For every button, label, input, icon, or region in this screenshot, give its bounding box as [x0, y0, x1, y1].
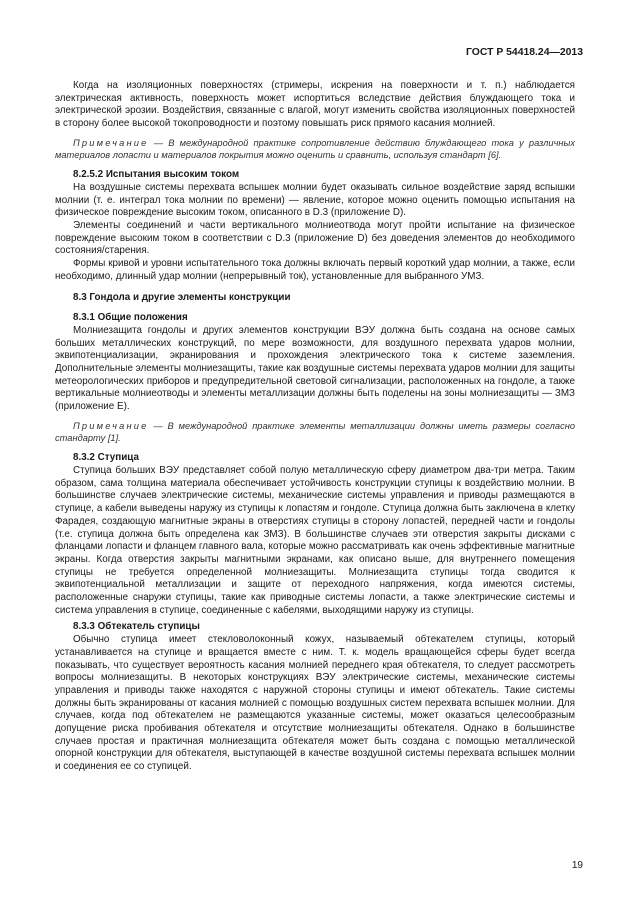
note-stray-current [55, 137, 575, 161]
note-text: — В международной практике сопротивление действию блуждающего тока у различных материалов лопасти и материалов покрытия можно оценить и сравнить, используя стандарт [6]. [55, 137, 575, 161]
note-label: Примечание [73, 137, 149, 148]
note-text: — В международной практике элементы металлизации должны иметь размеры согласно стандарту [1]. [55, 420, 575, 444]
section-heading-8-3-3: 8.3.3 Обтекатель ступицы [73, 621, 200, 633]
paragraph-hub-fairing: Обычно ступица имеет стекловолоконный кожух, называемый обтекателем ступицы, который устанавливается на ступице и вращается вместе с ним. Т. к. модель вращающейся сферы будет всегда показывать, что существует вероятность касания молнией переднего края обтекателя, то следует рассмотреть вопросы молниезащиты. В некоторых конструкциях ВЭУ электрические системы, механические системы управления и приводы также находятся с наружной стороны ступицы и имеют обтекатель. Такие системы должны быть экранированы от касания молнией с помощью воздушных систем перехвата вспышек молнии. Для случаев, когда под обтекателем не размещаются указанные системы, может оказаться целесообразным допущение риска пробивания обтекателя и отсутствие молниезащиты обтекателя. Однако в большинстве случаев простая и практичная молниезащита обтекателя может быть создана с помощью металлической опорной конструкции для обтекателя, выступающей в качестве воздушной системы перехвата вспышек молнии и соединения ее со ступицей. [55, 634, 575, 773]
document-id: ГОСТ Р 54418.24—2013 [466, 47, 583, 58]
note-label: Примечание [73, 420, 149, 431]
section-heading-8-3-1: 8.3.1 Общие положения [73, 312, 188, 324]
paragraph-hub: Ступица больших ВЭУ представляет собой полую металлическую сферу диаметром два-три метра. Таким образом, сама толщина материала обеспечивает устойчивость конструкции ступицы к воздействию молнии. В большинстве случаев электрические системы, механические системы управления и приводы размещаются в ступице, а кабели выведены наружу из ступицы к лопастям и гондоле. Ступица должна быть заключена в клетку Фарадея, создающую магнитные экраны в отверстиях ступицы в сторону лопастей, передней части и гондолы (т.е. ступица должна быть определена как ЗМЗ). В большинстве случаев эти отверстия закрыты дисками с фланцами лопасти и фланцем главного вала, которые можно рассматривать как очень эффективные магнитные экраны. Когда отверстия закрыты магнитными экранами, как описано выше, для внутреннего помещения ступицы не требуется определенной молниезащиты. Молниезащита ступицы тогда сводится к эквипотенциальной металлизации и защите от переходного напряжения, когда имеются системы, расположенные снаружи ступицы, такие как приводные системы лопасти, а также электрические системы и система управления в ступице, соединенные с кабелями, выходящими наружу из ступицы. [55, 464, 575, 616]
note-metallization [55, 420, 575, 444]
section-heading-8-2-5-2: 8.2.5.2 Испытания высоким током [73, 169, 240, 181]
page-content [55, 80, 575, 774]
paragraph-surface-activity: Когда на изоляционных поверхностях (стримеры, искрения на поверхности и т. п.) наблюдается электрическая активность, поверхность может испортиться вследствие действия блуждающего тока и электрической эрозии. Воздействия, связанные с влагой, могут изменить свойства изоляционных поверхностей в сторону более высокой токопроводности и поэтому повышать риск прямого касания молнией. [55, 80, 575, 130]
paragraph-test-current: Формы кривой и уровни испытательного тока должны включать первый короткий удар молнии, а также, если необходимо, длинный удар молнии (непрерывный ток), установленные для выбранного УМЗ. [55, 258, 575, 282]
paragraph-connection-elements: Элементы соединений и части вертикального молниеотвода могут пройти испытание на физическое повреждение высоким током в соответствии с D.3 (приложение D) без доведения элементов до необходимого состояния/старения. [55, 220, 575, 257]
page-number: 19 [571, 860, 583, 871]
paragraph-nacelle-protection: Молниезащита гондолы и других элементов конструкции ВЭУ должна быть создана на основе самых больших металлических конструкций, по мере возможности, для воздушного перехвата ударов молнии, эквипотенциализации, экранирования и прохождения электрического тока к системе заземления. Дополнительные элементы молниезащиты, такие как воздушные системы перехвата ударов молнии для защиты метеорологических приборов и предупредительной световой сигнализации, расположенных на гондоле, а также вертикальные молниеотводы и элементы металлизации должны быть поделены на зоны молниезащиты — ЗМЗ (приложение Е). [55, 324, 575, 413]
section-heading-8-3: 8.3 Гондола и другие элементы конструкции [73, 291, 291, 303]
section-heading-8-3-2: 8.3.2 Ступица [73, 452, 139, 464]
paragraph-lightning-charge: На воздушные системы перехвата вспышек молнии будет оказывать сильное воздействие заряд вспышки молнии (т. е. интеграл тока молнии по времени) — явление, которое можно оценить помощью испытания на физическое повреждение высоким током, описанного в D.3 (приложение D). [55, 181, 575, 219]
